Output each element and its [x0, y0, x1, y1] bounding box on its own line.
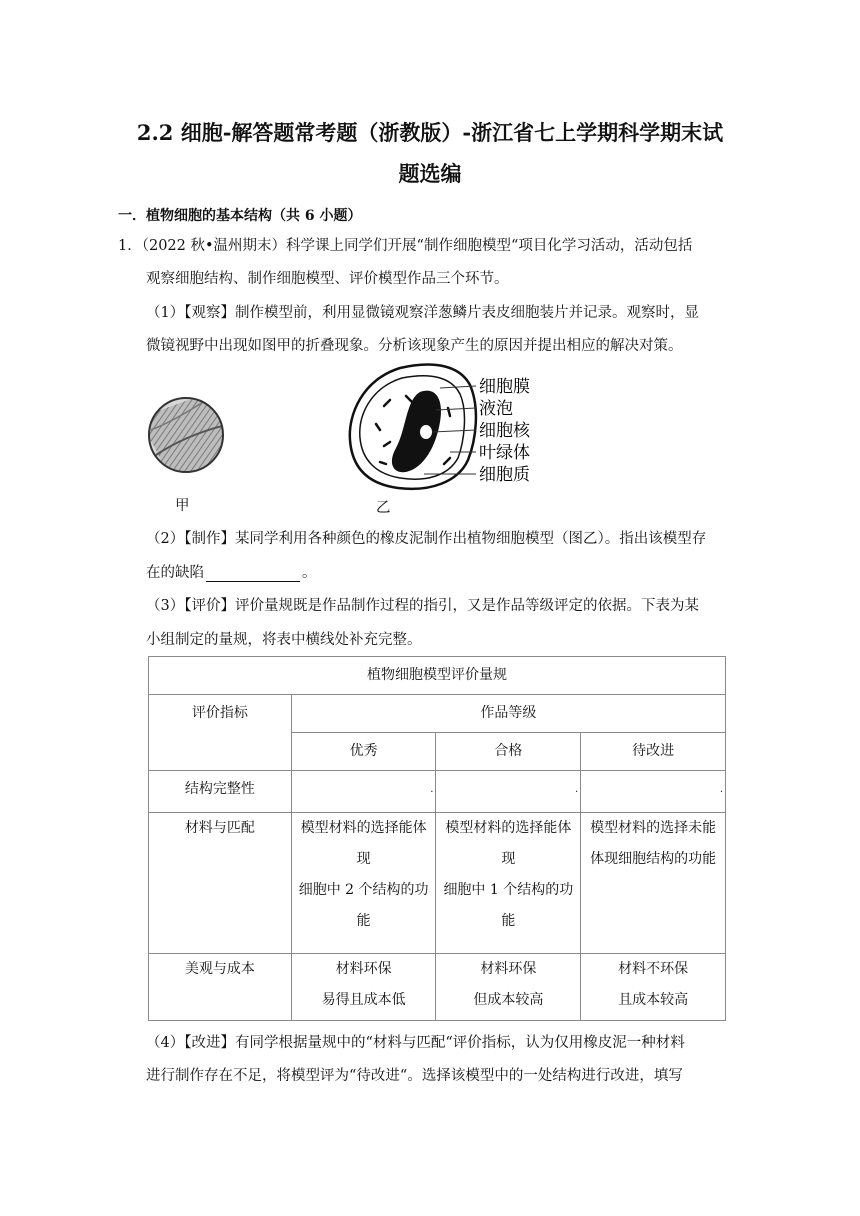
header-grade-improve: 待改进 [581, 733, 726, 771]
part-2-line-2 [146, 561, 317, 582]
part-3-line-2: 小组制定的量规，将表中横线处补充完整。 [146, 632, 422, 648]
cell-material-excellent [291, 813, 436, 954]
cell-text: 能 [356, 913, 371, 929]
blank-cell-improve[interactable]: . [581, 771, 726, 813]
cell-text: 材料环保 [335, 961, 392, 977]
figure-yi-cell-diagram [340, 360, 550, 496]
question-1-line-1: 1．（2022 秋•温州期末）科学课上同学们开展“制作细胞模型“项目化学习活动，活动包括 [118, 238, 693, 254]
cell-text: 材料不环保 [618, 961, 689, 977]
header-grade-excellent: 优秀 [291, 733, 436, 771]
part-1-line-2: 微镜视野中出现如图甲的折叠现象。分析该现象产生的原因并提出相应的解决对策。 [146, 338, 683, 354]
header-grade-pass: 合格 [436, 733, 581, 771]
title-line-2: 题选编 [398, 161, 462, 186]
cell-text: 现 [501, 851, 516, 867]
cell-text: 细胞中 1 个结构的功 [443, 882, 574, 898]
label-chloroplast: 叶绿体 [479, 443, 530, 463]
label-nucleus: 细胞核 [479, 421, 530, 441]
figure-jia-label: 甲 [175, 498, 190, 514]
nucleus-shape [420, 425, 432, 439]
cell-text: 但成本较高 [473, 992, 544, 1008]
header-index: 评价指标 [149, 695, 292, 771]
cell-text: 模型材料的选择能体 [300, 820, 427, 836]
cell-text: 模型材料的选择能体 [445, 820, 572, 836]
label-vacuole: 液泡 [479, 399, 513, 419]
blank-cell-excellent[interactable]: . [291, 771, 436, 813]
cell-text: 体现细胞结构的功能 [590, 851, 717, 867]
cell-text: 易得且成本低 [321, 992, 406, 1008]
part-1-line-1: （1）【观察】制作模型前，利用显微镜观察洋葱鳞片表皮细胞装片并记录。观察时，显 [146, 305, 699, 321]
row-name-structure: 结构完整性 [149, 771, 292, 813]
part-3-line-1: （3）【评价】评价量规既是作品制作过程的指引，又是作品等级评定的依据。下表为某 [146, 598, 699, 614]
table-caption: 植物细胞模型评价量规 [149, 657, 726, 695]
cell-text: 现 [356, 851, 371, 867]
evaluation-rubric-table [148, 656, 726, 1021]
figure-yi-label: 乙 [376, 500, 391, 516]
blank-cell-pass[interactable]: . [436, 771, 581, 813]
header-grade: 作品等级 [291, 695, 725, 733]
answer-blank[interactable] [206, 567, 300, 582]
label-cytoplasm: 细胞质 [479, 465, 530, 485]
cell-text: 能 [501, 913, 516, 929]
cell-text: 材料环保 [480, 961, 537, 977]
row-name-appearance: 美观与成本 [149, 954, 292, 1021]
cell-appearance-improve [581, 954, 726, 1021]
cell-appearance-pass [436, 954, 581, 1021]
question-1-line-2: 观察细胞结构、制作细胞模型、评价模型作品三个环节。 [146, 271, 509, 287]
cell-text: 且成本较高 [618, 992, 689, 1008]
cell-appearance-excellent [291, 954, 436, 1021]
label-cell-membrane: 细胞膜 [479, 377, 530, 397]
cell-text: 模型材料的选择未能 [590, 820, 717, 836]
part-4-line-2: 进行制作存在不足，将模型评为“待改进“。选择该模型中的一处结构进行改进，填写 [146, 1068, 683, 1084]
cell-text: 细胞中 2 个结构的功 [298, 882, 429, 898]
part-2-text-b: 。 [302, 565, 317, 581]
part-2-text-a: 在的缺陷 [146, 565, 204, 581]
figure-jia-micrograph [146, 395, 226, 475]
part-4-line-1: （4）【改进】有同学根据量规中的“材料与匹配“评价指标，认为仅用橡皮泥一种材料 [146, 1035, 685, 1051]
cell-material-improve [581, 813, 726, 954]
title-line-1: 2.2 细胞-解答题常考题（浙教版）-浙江省七上学期科学期末试 [136, 120, 724, 145]
part-2-line-1: （2）【制作】某同学利用各种颜色的橡皮泥制作出植物细胞模型（图乙）。指出该模型存 [146, 531, 707, 547]
row-name-material: 材料与匹配 [149, 813, 292, 954]
cell-material-pass [436, 813, 581, 954]
section-heading: 一．植物细胞的基本结构（共 6 小题） [118, 208, 362, 224]
